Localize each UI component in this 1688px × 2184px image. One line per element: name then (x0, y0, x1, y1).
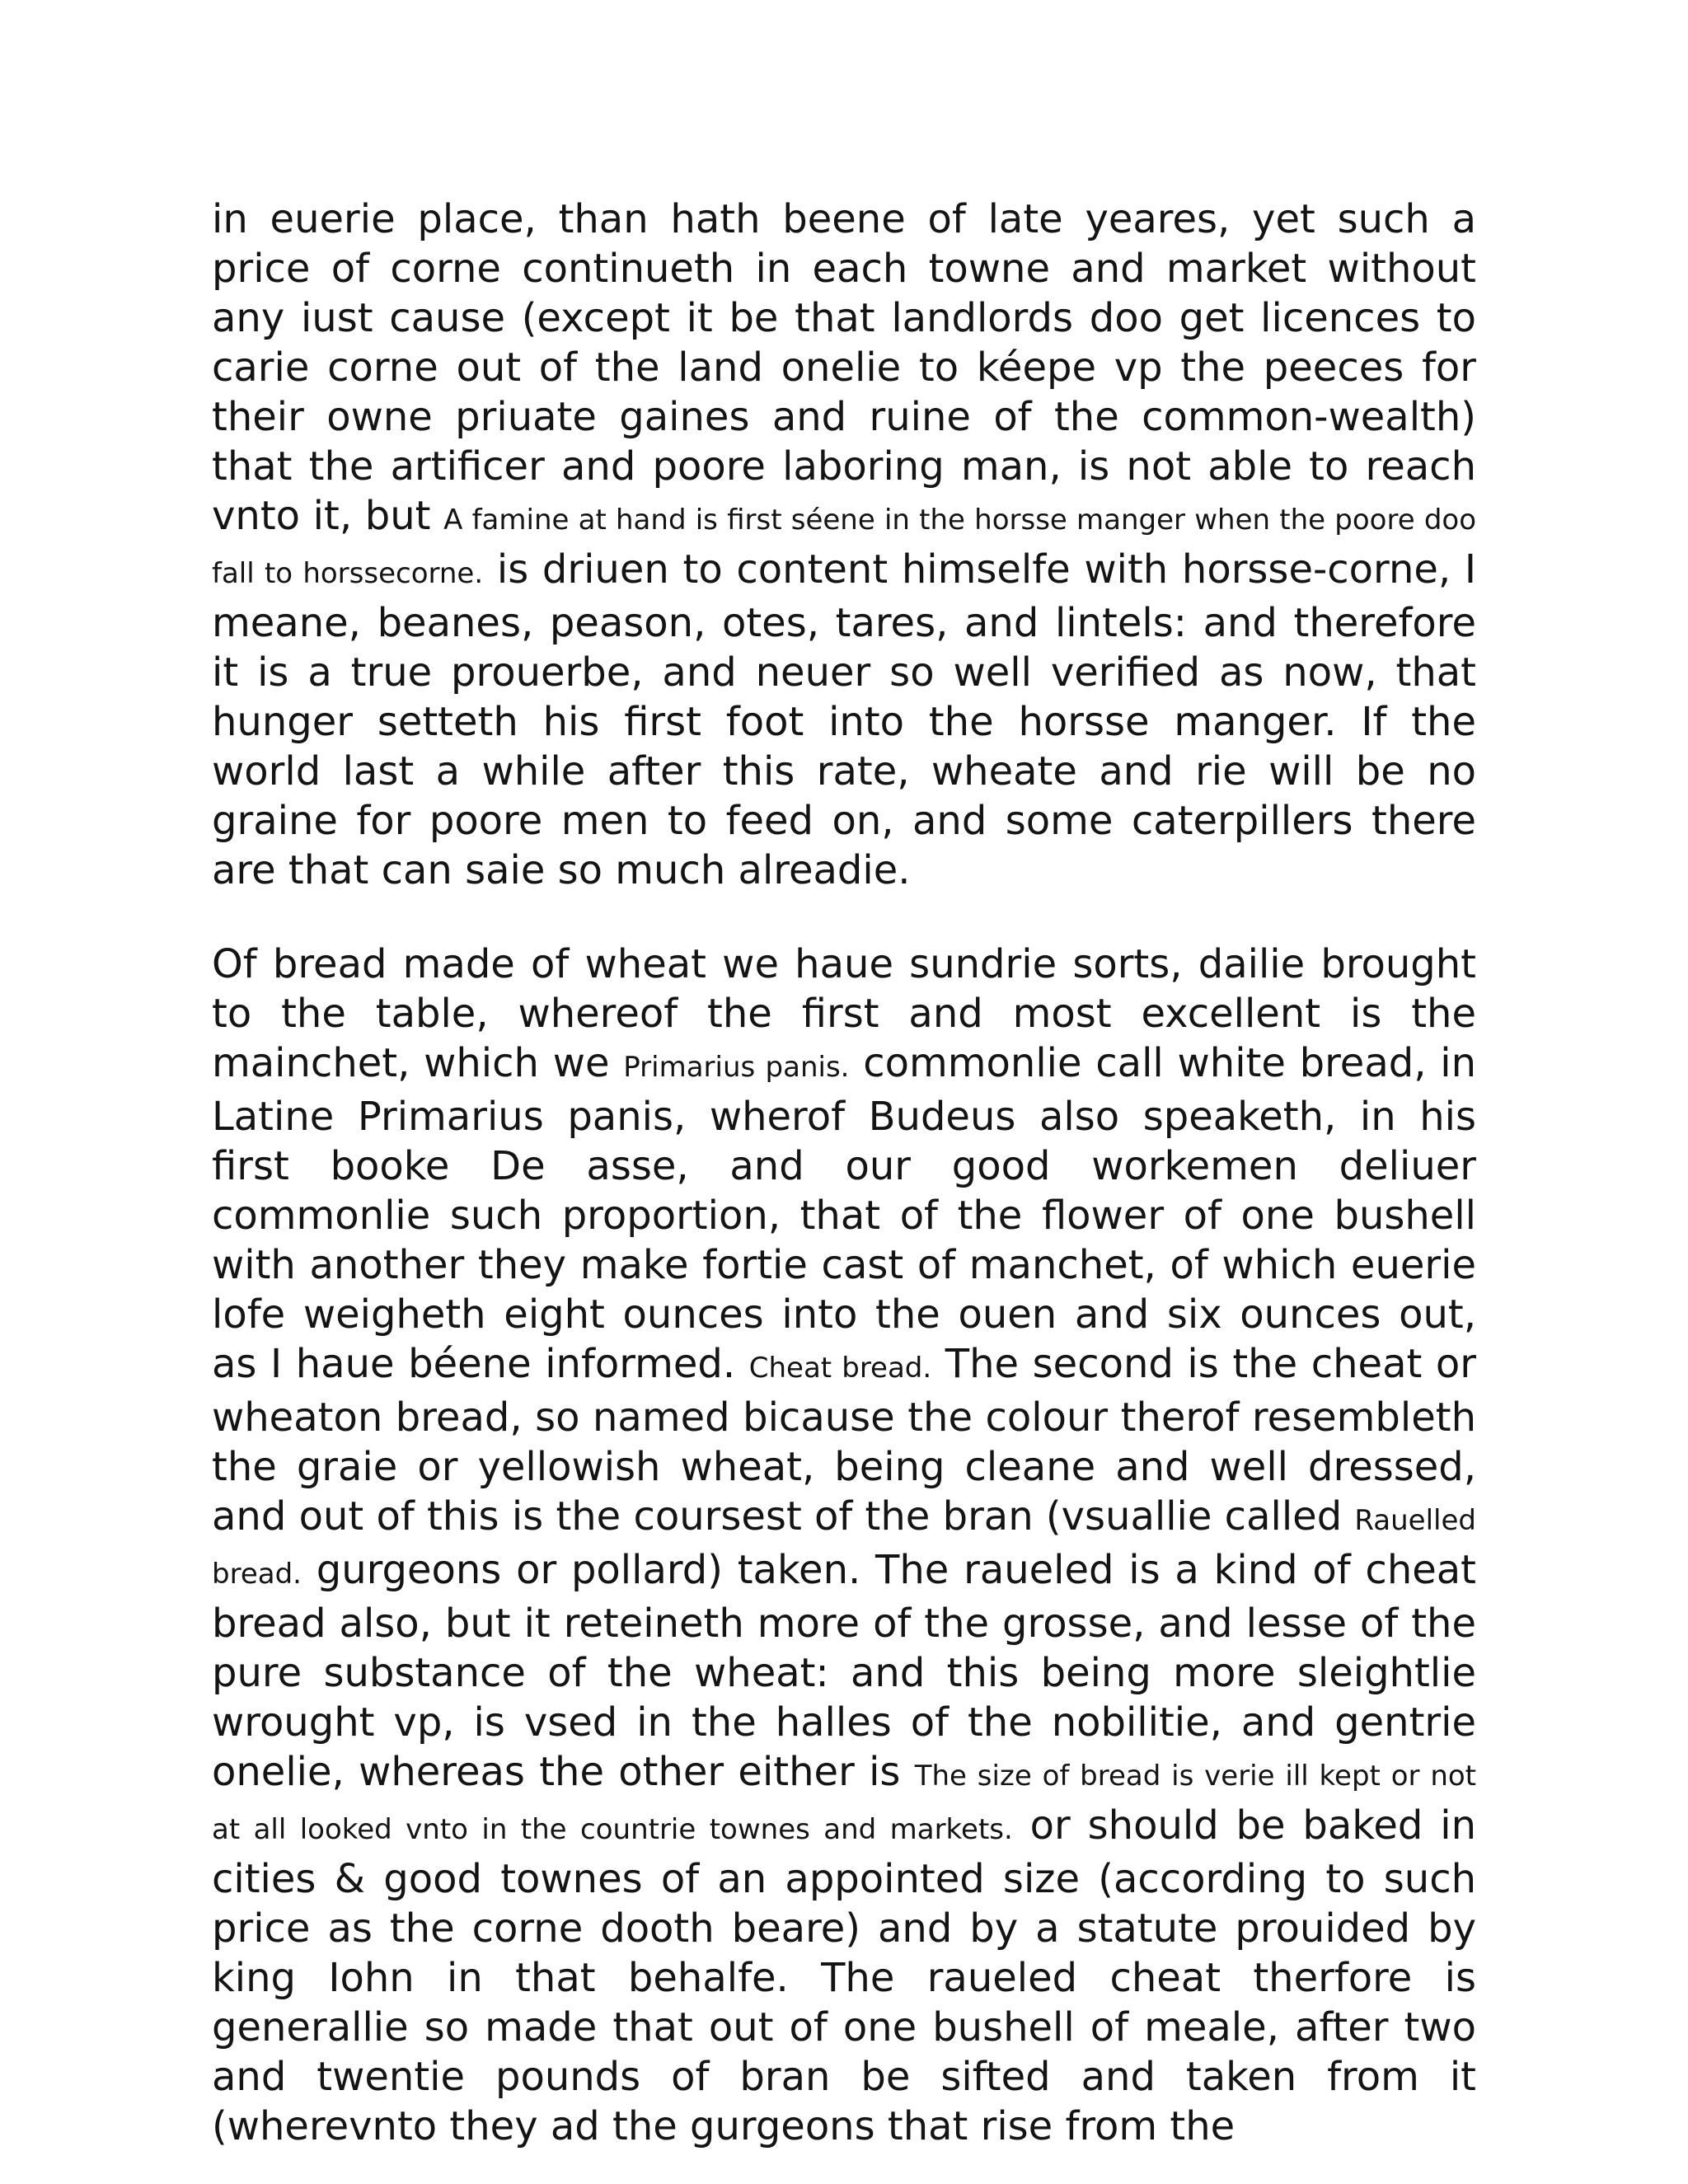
body-text: in euerie place, than hath beene of late yeares, yet such a price of corne continueth in each towne and market without any iust cause (except it be that landlords doo get licences to carie corne out of the land onelie to kéepe vp the peeces for their owne priuate gaines and ruine of the common-wealth) that the artificer and poore laboring man, is not able to reach vnto it, but (212, 196, 1476, 539)
marginal-note-size-of-bread: The size of bread is verie ill kept or not at all looked vnto in the countrie townes and markets. (212, 1760, 1477, 1846)
marginal-note-cheat-bread: Cheat bread. (748, 1352, 932, 1385)
body-text: commonlie call white bread, in Latine Primarius panis, wherof Budeus also speaketh, in his first booke De asse, and our good workemen deliuer commonlie such proportion, that of the flower of one bushell with another they make fortie cast of manchet, of which euerie lofe weigheth eight ounces into the ouen and six ounces out, as I haue béene informed. (212, 1040, 1477, 1387)
marginal-note-rauelled-bread: Rauelled bread. (212, 1504, 1476, 1591)
marginal-note-primarius-panis: Primarius panis. (623, 1051, 850, 1084)
paragraph-horsse-corne (212, 194, 1476, 895)
body-text: Of bread made of wheat we haue sundrie sorts, dailie brought to the table, whereof the first and most excellent is the mainchet, which we (212, 941, 1476, 1086)
document-page (212, 194, 1476, 2151)
body-text: or should be baked in cities & good townes of an appointed size (according to such price as the corne dooth beare) and by a statute prouided by king Iohn in that behalfe. The raueled cheat therfore is generallie so made that out of one bushell of meale, after two and twentie pounds of bran be sifted and taken from it (wherevnto they ad the gurgeons that rise from the (212, 1802, 1476, 2149)
body-text: is driuen to content himselfe with horsse-corne, I meane, beanes, peason, otes, tares, and lintels: and therefore it is a true prouerbe, and neuer so well verified as now, that hunger setteth his first foot into the horsse manger. If the world last a while after this rate, wheate and rie will be no graine for poore men to feed on, and some caterpillers there are that can saie so much alreadie. (212, 546, 1476, 893)
marginal-note-famine: A famine at hand is first séene in the horsse manger when the poore doo fall to horssecorne. (212, 504, 1477, 590)
body-text: gurgeons or pollard) taken. The raueled is a kind of cheat bread also, but it reteineth more of the grosse, and lesse of the pure substance of the wheat: and this being more sleightlie wrought vp, is vsed in the halles of the nobilitie, and gentrie onelie, whereas the other either is (212, 1547, 1476, 1795)
body-text: The second is the cheat or wheaton bread, so named bicause the colour therof resembleth the graie or yellowish wheat, being cleane and well dressed, and out of this is the coursest of the bran (vsuallie called (212, 1341, 1476, 1540)
paragraph-bread-sorts (212, 940, 1476, 2151)
